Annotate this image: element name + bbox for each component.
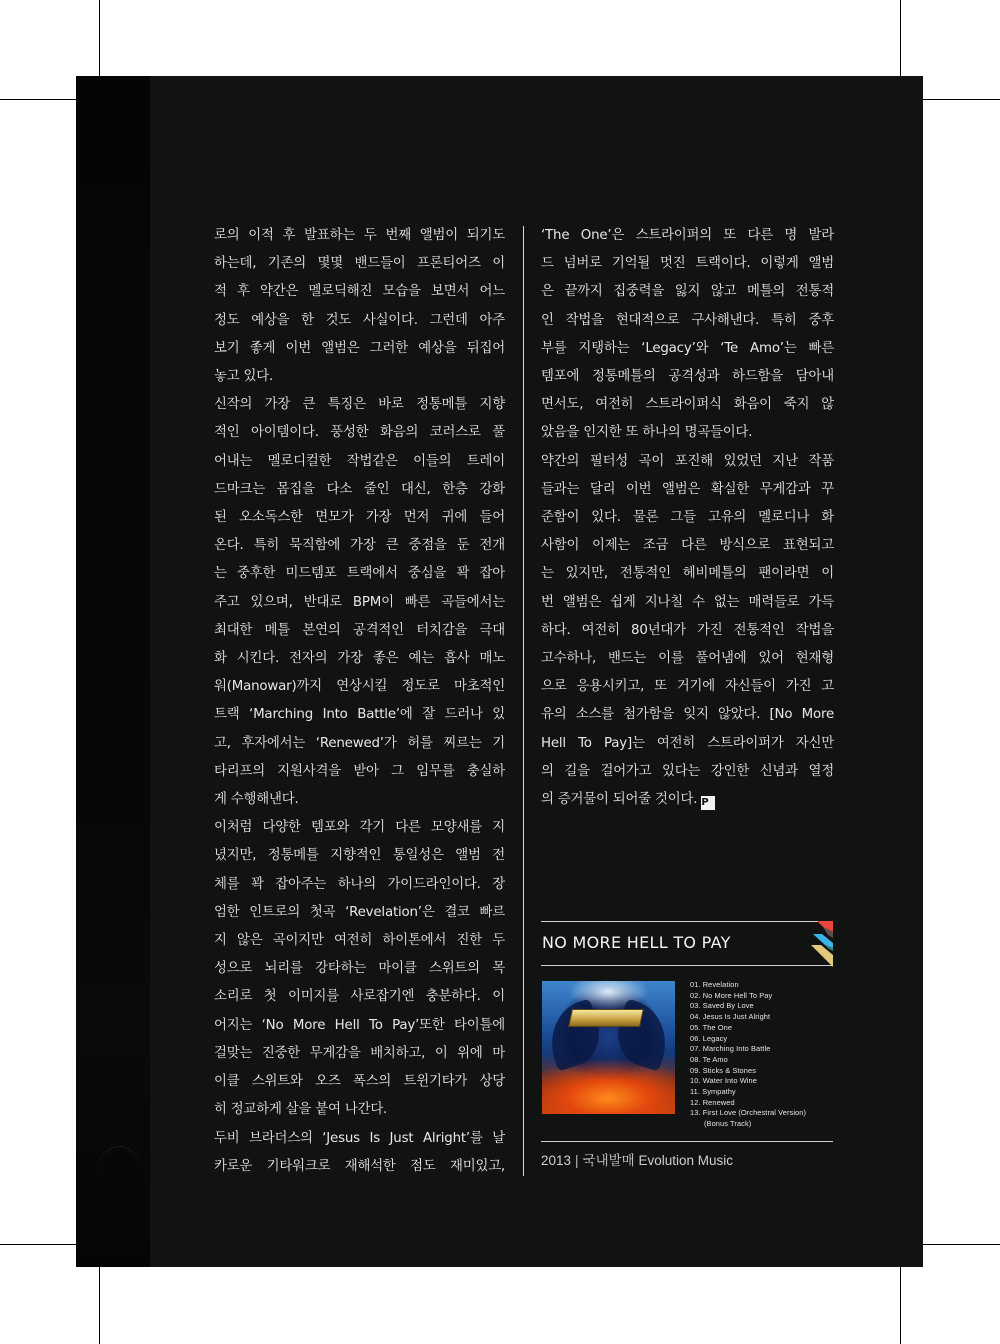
track-item: 04. Jesus Is Just Alright <box>690 1012 771 1022</box>
band-logo <box>568 1009 644 1027</box>
crop-mark-top-right-v <box>900 0 901 76</box>
album-body <box>541 966 833 1141</box>
text-line: 하는데, 기존의 몇몇 밴드들이 프론티어즈 이 <box>214 256 505 272</box>
release-label: 국내발매 Evolution Music <box>582 1153 734 1168</box>
text-line: 유의 소스를 첨가함을 잊지 않았다. [No More <box>541 707 834 723</box>
track-item: 13. First Love (Orchestral Version) <box>690 1108 807 1118</box>
paragraph <box>214 814 505 1124</box>
text-line: 소리로 첫 이미지를 사로잡기엔 충분하다. 이 <box>214 989 505 1005</box>
album-info-box <box>541 921 833 1168</box>
text-line: 이클 스위트와 오즈 폭스의 트윈기타가 상당 <box>214 1074 505 1090</box>
paragraph <box>214 222 505 391</box>
paragraph <box>541 448 834 815</box>
text-line: Hell To Pay]는 여전히 스트라이퍼가 자신만 <box>541 735 834 751</box>
release-year: 2013 <box>541 1153 572 1168</box>
text-line: ‘The One’은 스트라이퍼의 또 다른 명 발라 <box>541 228 834 243</box>
album-title: NO MORE HELL TO PAY <box>542 933 731 952</box>
text-line: 드마크는 몸집을 다소 줄인 대신, 한층 강화 <box>214 481 505 497</box>
text-line: 하다. 여전히 80년대가 가진 전통적인 작법을 <box>541 622 834 638</box>
text-line: 적인 아이템이다. 풍성한 화음의 코러스로 풀 <box>214 425 505 441</box>
text-line: 드 넘버로 기억될 멋진 트랙이다. 이렇게 앨범 <box>541 256 834 272</box>
track-item: 08. Te Amo <box>690 1054 728 1064</box>
text-line: 는 중후한 미드템포 트랙에서 중심을 꽉 잡아 <box>214 566 505 582</box>
track-item: 07. Marching Into Battle <box>690 1044 771 1054</box>
track-note: (Bonus Track) <box>704 1119 752 1129</box>
text-line: 어지는 ‘No More Hell To Pay’또한 타이틀에 <box>214 1017 505 1033</box>
text-line: 의 증거물이 되어줄 것이다. <box>541 792 698 808</box>
crop-mark-top-right-h <box>923 99 1000 100</box>
text-line: 체를 꽉 잡아주는 하나의 가이드라인이다. 장 <box>214 876 505 892</box>
column-divider <box>523 226 524 1176</box>
track-item: 09. Sticks & Stones <box>690 1065 756 1075</box>
text-line: 들과는 달리 이번 앨범은 확실한 무게감과 꾸 <box>541 481 834 497</box>
text-line: 최대한 메틀 본연의 공격적인 터치감을 극대 <box>214 622 505 638</box>
release-separator: | <box>575 1153 579 1168</box>
track-item: 10. Water Into Wine <box>690 1076 757 1086</box>
text-line: 신작의 가장 큰 특징은 바로 정통메틀 지향 <box>214 397 505 413</box>
text-line: 템포에 정통메틀의 공격성과 하드함을 담아내 <box>541 369 834 385</box>
crop-mark-bottom-right-h <box>923 1244 1000 1245</box>
text-line: 은 끝까지 집중력을 잃지 않고 메틀의 전통적 <box>541 284 834 300</box>
text-line: 지 않은 곡이지만 여전히 하이톤에서 진한 두 <box>214 933 505 949</box>
text-line: 녔지만, 정통메틀 지향적인 통일성은 앨범 전 <box>214 848 505 864</box>
track-item: 11. Sympathy <box>690 1087 736 1097</box>
track-item: 01. Revelation <box>690 980 739 989</box>
crop-mark-bottom-left-h <box>0 1244 76 1245</box>
photo-fragment <box>96 1146 142 1206</box>
text-line: 고수하나, 밴드는 이를 풀어냄에 있어 현재형 <box>541 651 834 667</box>
track-item: 06. Legacy <box>690 1033 728 1043</box>
crop-mark-bottom-left-v <box>99 1267 100 1344</box>
paragraph <box>214 391 505 814</box>
album-bottom-rule <box>541 1141 833 1142</box>
text-line: 면서도, 여전히 스트라이퍼식 화음이 죽지 않 <box>541 397 834 413</box>
paragraph <box>214 1125 505 1181</box>
crop-mark-top-left-h <box>0 99 76 100</box>
text-line: 는 있지만, 전통적인 헤비메틀의 팬이라면 이 <box>541 566 834 582</box>
text-line: 카로운 기타워크로 재해석한 점도 재미있고, <box>214 1158 505 1174</box>
text-line: 엄한 인트로의 첫곡 ‘Revelation’은 결코 빠르 <box>214 904 505 920</box>
article-column-left <box>214 222 505 1181</box>
track-item: 12. Renewed <box>690 1097 735 1107</box>
text-line: 고, 후자에서는 ‘Renewed’가 허를 찌르는 기 <box>214 735 505 751</box>
text-line: 로의 이적 후 발표하는 두 번째 앨범이 되기도 <box>214 228 505 243</box>
text-line: 번 앨범은 쉽게 지나칠 수 없는 매력들로 가득 <box>541 594 834 610</box>
text-line: 의 길을 걸어가고 있다는 강인한 신념과 열정 <box>541 763 834 779</box>
text-line: 주고 있으며, 반대로 BPM이 빠른 곡들에서는 <box>214 594 505 610</box>
text-line: 트랙 ‘Marching Into Battle’에 잘 드러나 있 <box>214 707 505 723</box>
track-list <box>690 980 806 1130</box>
text-line: 사함이 이제는 조금 다른 방식으로 표현되고 <box>541 538 834 554</box>
track-item: 03. Saved By Love <box>690 1001 754 1011</box>
crop-mark-bottom-right-v <box>900 1267 901 1344</box>
crop-mark-top-left-v <box>99 0 100 76</box>
text-line: 온다. 특히 묵직함에 가장 큰 중점을 둔 전개 <box>214 538 505 554</box>
end-of-article-icon: P <box>701 796 715 810</box>
paragraph <box>541 222 834 448</box>
album-cover-image <box>542 981 675 1114</box>
text-line: 적 후 약간은 멜로딕해진 모습을 보면서 어느 <box>214 284 505 300</box>
photo-edge-strip <box>76 76 150 1267</box>
text-line: 게 수행해낸다. <box>214 792 299 808</box>
text-line: 이처럼 다양한 템포와 각기 다른 모양새를 지 <box>214 820 505 836</box>
text-line-final <box>541 786 834 814</box>
text-line: 어내는 멜로디컬한 작법같은 이들의 트레이 <box>214 453 505 469</box>
text-line: 보기 좋게 이번 앨범은 그러한 예상을 뒤집어 <box>214 340 505 356</box>
text-line: 두비 브라더스의 ‘Jesus Is Just Alright’를 날 <box>214 1130 505 1146</box>
text-line: 놓고 있다. <box>214 369 274 385</box>
text-line: 걸맞는 진중한 무게감을 배치하고, 이 위에 마 <box>214 1045 505 1061</box>
text-line: 으로 응용시키고, 또 거기에 자신들이 가진 고 <box>541 679 834 695</box>
magazine-page <box>76 76 923 1267</box>
text-line: 았음을 인지한 또 하나의 명곡들이다. <box>541 425 753 441</box>
text-line: 화 시킨다. 전자의 가장 좋은 예는 흡사 매노 <box>214 651 505 667</box>
track-item: 05. The One <box>690 1022 733 1032</box>
color-stripes-icon <box>809 921 833 967</box>
text-line: 된 오소독스한 면모가 가장 먼저 귀에 들어 <box>214 510 505 526</box>
text-line: 워(Manowar)까지 연상시킬 정도로 마초적인 <box>214 679 505 695</box>
article-column-right <box>541 222 834 814</box>
text-line: 정도 예상을 한 것도 사실이다. 그런데 아주 <box>214 312 505 328</box>
text-line: 성으로 뇌리를 강타하는 마이클 스위트의 목 <box>214 961 505 977</box>
text-line: 인 작법을 현대적으로 구사해낸다. 특히 중후 <box>541 312 834 328</box>
text-line: 준함이 있다. 물론 그들 고유의 멜로디나 화 <box>541 510 834 526</box>
track-item: 02. No More Hell To Pay <box>690 990 773 1000</box>
release-info <box>541 1149 733 1169</box>
album-header <box>541 922 833 965</box>
text-line: 부를 지탱하는 ‘Legacy’와 ‘Te Amo’는 빠른 <box>541 340 834 356</box>
text-line: 약간의 필터성 곡이 포진해 있었던 지난 작품 <box>541 453 834 469</box>
text-line: 타리프의 지원사격을 받아 그 임무를 충실하 <box>214 763 505 779</box>
text-line: 히 정교하게 살을 붙여 나간다. <box>214 1102 388 1118</box>
